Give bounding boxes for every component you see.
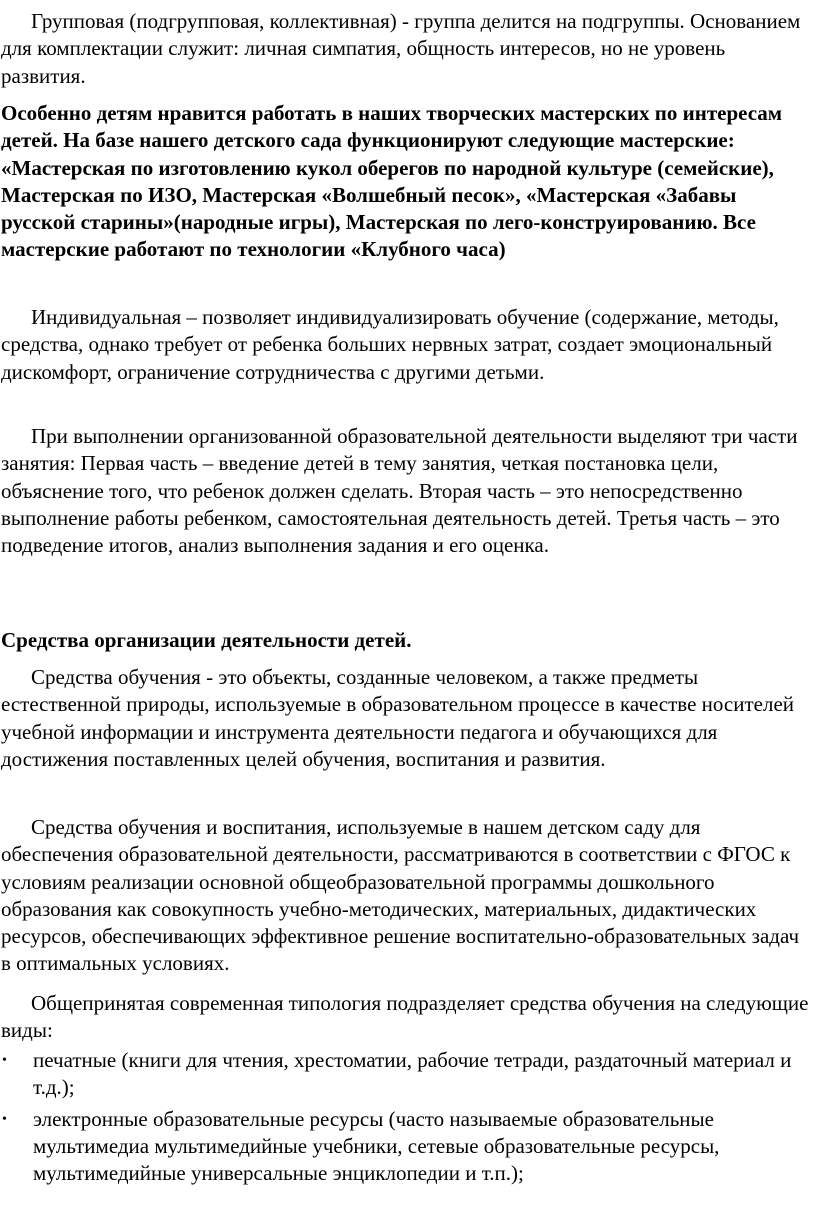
list-item [1,1047,813,1102]
paragraph-typology: Общепринятая современная типология подразделяет средства обучения на следующие виды: [1,991,809,1043]
paragraph-individual-work: Индивидуальная – позволяет индивидуализировать обучение (содержание, методы, средства, однако требует от ребенка больших нервных затрат, создает эмоциональный дискомфорт, ограничение сотрудничества с другими детьми. [1,305,779,384]
section-heading-means: Средства организации деятельности детей. [1,628,412,652]
means-types-list [1,1047,813,1191]
list-item-text: печатные (книги для чтения, хрестоматии, рабочие тетради, раздаточный материал и т.д.); [33,1048,792,1100]
paragraph-lesson-parts: При выполнении организованной образовательной деятельности выделяют три части занятия: Первая часть – введение детей в тему занятия, четкая постановка цели, объяснение того, что ребенок должен сделать. Вторая часть – это непосредственно выполнение работы ребенком, самостоятельная деятельность детей. Третья часть – это подведение итогов, анализ выполнения задания и его оценка. [1,424,798,558]
paragraph-means-definition: Средства обучения - это объекты, созданные человеком, а также предметы естественной природы, используемые в образовательном процессе в качестве носителей учебной информации и инструмента деятельности педагога и обучающихся для достижения поставленных целей обучения, воспитания и развития. [1,665,795,771]
bullet-icon: • [2,1111,7,1127]
paragraph-fgos: Средства обучения и воспитания, используемые в нашем детском саду для обеспечения образовательной деятельности, рассматриваются в соответствии с ФГОС к условиям реализации основной общеобразовательной программы дошкольного образования как совокупность учебно-методических, материальных, дидактических ресурсов, обеспечивающих эффективное решение воспитательно-образовательных задач в оптимальных условиях. [1,815,799,976]
list-item [1,1106,813,1188]
list-item-text: электронные образовательные ресурсы (часто называемые образовательные мультимедиа мультимедийные учебники, сетевые образовательные ресурсы, мультимедийные универсальные энциклопедии и т.п.); [33,1106,720,1186]
paragraph-group-work: Групповая (подгрупповая, коллективная) - группа делится на подгруппы. Основанием для комплектации служит: личная симпатия, общность интересов, но не уровень развития. [1,9,801,88]
bullet-icon: • [2,1053,7,1068]
paragraph-workshops: Особенно детям нравится работать в наших творческих мастерских по интересам детей. На базе нашего детского сада функционируют следующие мастерские: «Мастерская по изготовлению кукол оберегов по народной культуре (семейские), Мастерская по ИЗО, Мастерская «Волшебный песок», «Мастерская «Забавы русской старины»(народные игры), Мастерская по лего-конструированию. Все мастерские работают по технологии «Клубного часа) [1,101,783,262]
